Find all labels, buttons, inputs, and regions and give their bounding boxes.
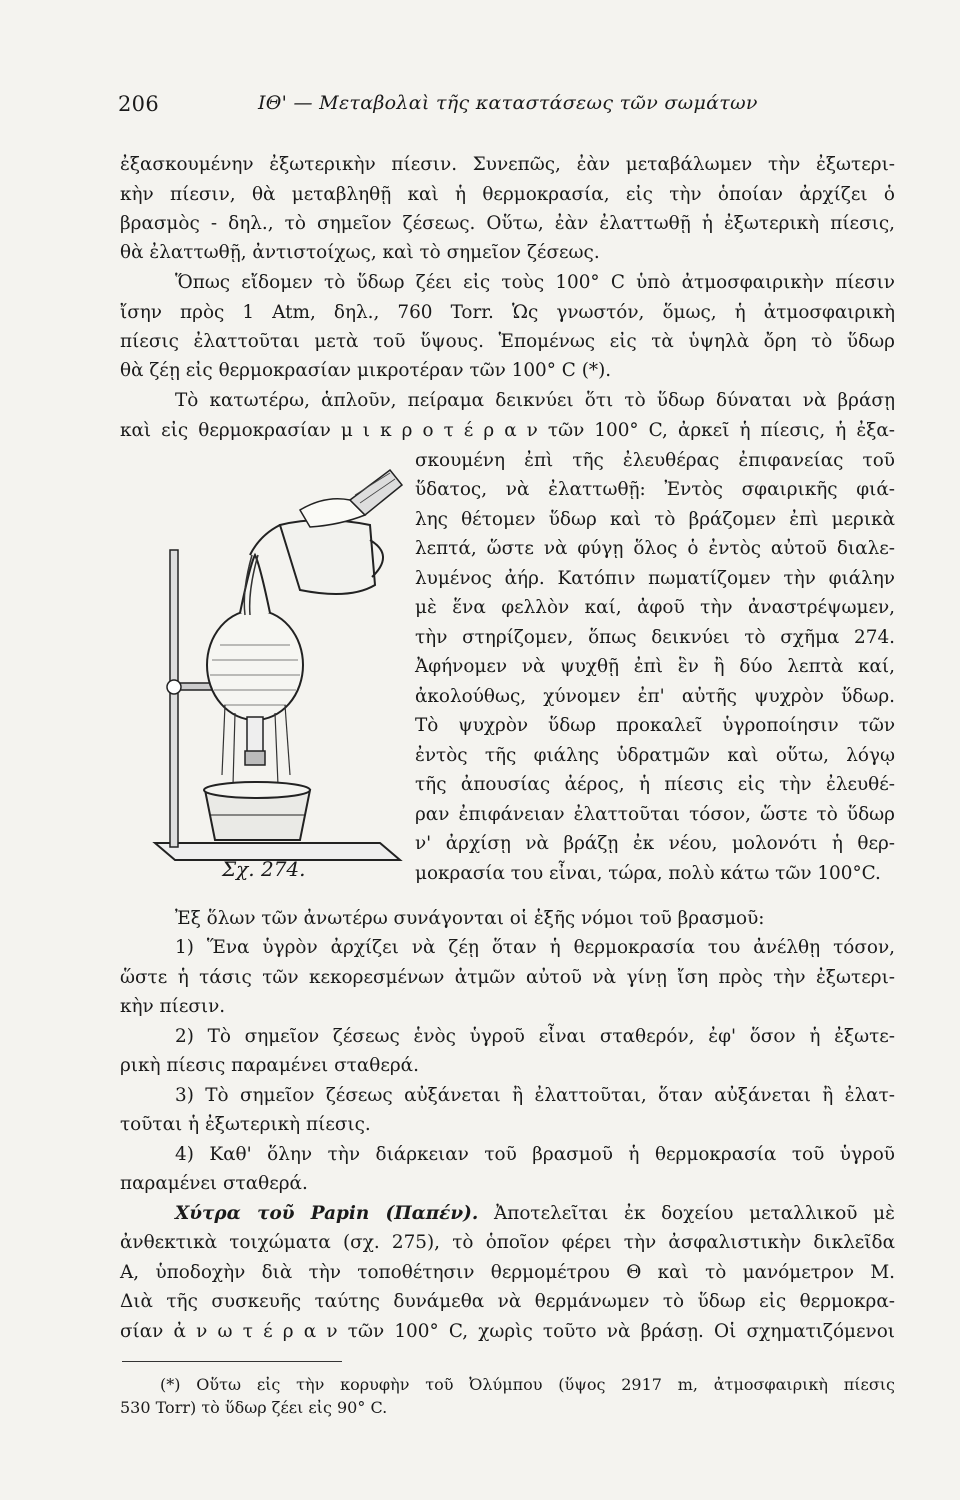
text-line: τῆς ἀπουσίας ἀέρος, ἡ πίεσις εἰς τὴν ἐλευθέ- xyxy=(415,774,895,795)
text-line: Α, ὑποδοχὴν διὰ τὴν τοποθέτησιν θερμομέτρου Θ καὶ τὸ μανόμετρον Μ. xyxy=(120,1262,895,1283)
text-line: τὴν στηρίζομεν, ὅπως δεικνύει τὸ σχῆμα 274. xyxy=(415,627,895,648)
footnote-line: 530 Torr) τὸ ὕδωρ ζέει εἰς 90° C. xyxy=(120,1398,388,1417)
text-line: Τὸ κατωτέρω, ἁπλοῦν, πείραμα δεικνύει ὅτι τὸ ὕδωρ δύναται νὰ βράσῃ xyxy=(175,390,895,411)
text-line: θὰ ἐλαττωθῇ, ἀντιστοίχως, καὶ τὸ σημεῖον ζέσεως. xyxy=(120,242,600,263)
footnote-line: (*) Οὕτω εἰς τὴν κορυφὴν τοῦ Ὀλύμπου (ὕψος 2917 m, ἀτμοσφαιρικὴ πίεσις xyxy=(160,1375,895,1394)
text-line: 2) Τὸ σημεῖον ζέσεως ἑνὸς ὑγροῦ εἶναι σταθερόν, ἐφ' ὅσον ἡ ἐξωτε- xyxy=(175,1026,895,1047)
papin-line1-rest: Ἀποτελεῖται ἐκ δοχείου μεταλλικοῦ μὲ xyxy=(493,1203,895,1224)
text-line: ὥστε ἡ τάσις τῶν κεκορεσμένων ἀτμῶν αὐτοῦ νὰ γίνῃ ἴση πρὸς τὴν ἐξωτερι- xyxy=(120,967,895,988)
text-line: μὲ ἕνα φελλὸν καί, ἀφοῦ τὴν ἀναστρέψωμεν, xyxy=(415,597,895,618)
text-line: 3) Τὸ σημεῖον ζέσεως αὐξάνεται ἢ ἐλαττοῦται, ὅταν αὐξάνεται ἢ ἐλατ- xyxy=(175,1085,895,1106)
page-number: 206 xyxy=(118,92,159,116)
running-title: ΙΘ' — Μεταβολαὶ τῆς καταστάσεως τῶν σωμάτων xyxy=(258,92,758,114)
footnote-divider xyxy=(122,1361,342,1362)
text-line: σκουμένη ἐπὶ τῆς ἐλευθέρας ἐπιφανείας τοῦ xyxy=(415,450,895,471)
text-line: Ἐξ ὅλων τῶν ἀνωτέρω συνάγονται οἱ ἑξῆς νόμοι τοῦ βρασμοῦ: xyxy=(175,908,765,929)
papin-heading-line xyxy=(120,1199,895,1228)
text-line: 4) Καθ' ὅλην τὴν διάρκειαν τοῦ βρασμοῦ ἡ θερμοκρασία τοῦ ὑγροῦ xyxy=(175,1144,895,1165)
text-line: ἴσην πρὸς 1 Atm, δηλ., 760 Torr. Ὡς γνωστόν, ὅμως, ἡ ἀτμοσφαιρικὴ xyxy=(120,302,895,323)
text-line: βρασμὸς - δηλ., τὸ σημεῖον ζέσεως. Οὕτω, ἐὰν ἐλαττωθῇ ἡ ἐξωτερικὴ πίεσις, xyxy=(120,213,895,234)
text-line: καὶ εἰς θερμοκρασίαν μ ι κ ρ ο τ έ ρ α ν τῶν 100° C, ἀρκεῖ ἡ πίεσις, ἡ ἐξα- xyxy=(120,420,895,441)
text-line: κὴν πίεσιν. xyxy=(120,996,226,1017)
text-line: κὴν πίεσιν, θὰ μεταβληθῇ καὶ ἡ θερμοκρασία, εἰς τὴν ὁποίαν ἀρχίζει ὁ xyxy=(120,184,895,205)
figure-caption: Σχ. 274. xyxy=(222,857,306,881)
flask-experiment-illustration xyxy=(150,455,410,895)
text-line: ἀνθεκτικὰ τοιχώματα (σχ. 275), τὸ ὁποῖον φέρει τὴν ἀσφαλιστικὴν δικλεῖδα xyxy=(120,1232,895,1253)
text-line: ν' ἀρχίσῃ νὰ βράζῃ ἐκ νέου, μολονότι ἡ θερ- xyxy=(415,833,895,854)
text-line: ἐξασκουμένην ἐξωτερικὴν πίεσιν. Συνεπῶς, ἐὰν μεταβάλωμεν τὴν ἐξωτερι- xyxy=(120,154,895,175)
text-line: 1) Ἕνα ὑγρὸν ἀρχίζει νὰ ζέῃ ὅταν ἡ θερμοκρασία του ἀνέλθῃ τόσον, xyxy=(175,937,895,958)
text-line: Ἀφήνομεν νὰ ψυχθῇ ἐπὶ ἓν ἢ δύο λεπτὰ καί, xyxy=(415,656,895,677)
text-line: Ὅπως εἴδομεν τὸ ὕδωρ ζέει εἰς τοὺς 100° C ὑπὸ ἀτμοσφαιρικὴν πίεσιν xyxy=(175,272,895,293)
text-line: ραν ἐπιφάνειαν ἐλαττοῦται τόσον, ὥστε τὸ ὕδωρ xyxy=(415,804,895,825)
text-line: τοῦται ἡ ἐξωτερικὴ πίεσις. xyxy=(120,1114,371,1135)
text-line: ρικὴ πίεσις παραμένει σταθερά. xyxy=(120,1055,419,1076)
text-line: λυμένος ἀήρ. Κατόπιν πωματίζομεν τὴν φιάλην xyxy=(415,568,895,589)
text-line: θὰ ζέῃ εἰς θερμοκρασίαν μικροτέραν τῶν 100° C (*). xyxy=(120,360,612,381)
text-line: ἐντὸς τῆς φιάλης ὑδρατμῶν καὶ οὕτω, λόγῳ xyxy=(415,745,895,766)
text-line: ἀκολούθως, χύνομεν ἐπ' αὐτῆς ψυχρὸν ὕδωρ. xyxy=(415,686,895,707)
text-line: ὕδατος, νὰ ἐλαττωθῇ: Ἐντὸς σφαιρικῆς φιά- xyxy=(415,479,895,500)
text-line: λεπτά, ὥστε νὰ φύγῃ ὅλος ὁ ἐντὸς αὐτοῦ διαλε- xyxy=(415,538,895,559)
text-line: Διὰ τῆς συσκευῆς ταύτης δυνάμεθα νὰ θερμάνωμεν τὸ ὕδωρ εἰς θερμοκρα- xyxy=(120,1291,895,1312)
text-line: μοκρασία του εἶναι, τώρα, πολὺ κάτω τῶν 100°C. xyxy=(415,863,881,884)
text-line: πίεσις ἐλαττοῦται μετὰ τοῦ ὕψους. Ἑπομένως εἰς τὰ ὑψηλὰ ὄρη τὸ ὕδωρ xyxy=(120,331,895,352)
text-line: Τὸ ψυχρὸν ὕδωρ προκαλεῖ ὑγροποίησιν τῶν xyxy=(415,715,895,736)
papin-heading: Χύτρα τοῦ Papin (Παπέν). xyxy=(175,1203,479,1224)
text-line: λης θέτομεν ὕδωρ καὶ τὸ βράζομεν ἐπὶ μερικὰ xyxy=(415,509,895,530)
text-line: παραμένει σταθερά. xyxy=(120,1173,308,1194)
text-line: σίαν ἀ ν ω τ έ ρ α ν τῶν 100° C, χωρὶς τοῦτο νὰ βράσῃ. Οἱ σχηματιζόμενοι xyxy=(120,1321,895,1342)
